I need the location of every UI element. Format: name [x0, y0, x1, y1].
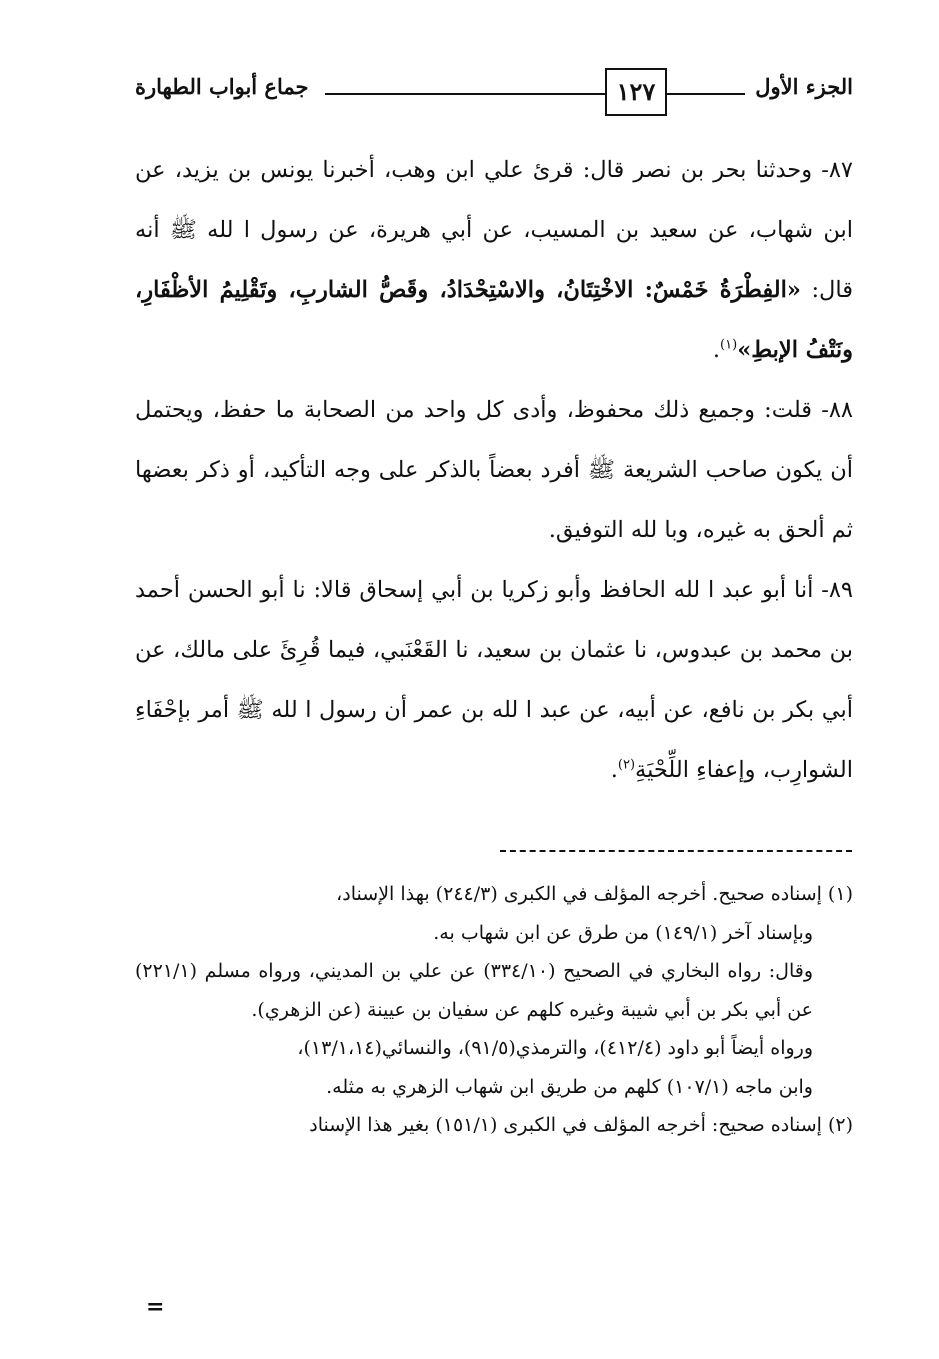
footnotes: [135, 875, 853, 1145]
footnote-1-line-2: وبإسناد آخر (١٤٩/١) من طرق عن ابن شهاب به.: [433, 921, 813, 944]
main-text: [135, 140, 853, 800]
header-rule-left: [325, 93, 605, 95]
page-header: [135, 62, 853, 122]
paragraph-88: ٨٨- قلت: وجميع ذلك محفوظ، وأدى كل واحد من الصحابة ما حفظ، ويحتمل أن يكون صاحب الشريعة ﷺ أفرد بعضاً بالذكر على وجه التأكيد، أو ذكر بعضها ثم ألحق به غيره، وبا لله التوفيق.: [135, 397, 853, 543]
paragraph-89: [135, 560, 853, 800]
page-number: ١٢٧: [605, 68, 667, 116]
footnote-1-line-1: (١) إسناده صحيح. أخرجه المؤلف في الكبرى (٢٤٤/٣) بهذا الإسناد،: [336, 883, 853, 905]
footnote-separator: [500, 850, 852, 852]
footnote-2-line-1: (٢) إسناده صحيح: أخرجه المؤلف في الكبرى (١٥١/١) بغير هذا الإسناد: [309, 1114, 853, 1136]
footnote-1-line-4: ورواه أيضاً أبو داود (٤١٢/٤)، والترمذي(٩١/٥)، والنسائي(١٣/١،١٤)،: [297, 1037, 813, 1059]
paragraph-87: [135, 140, 853, 380]
footnote-1-line-5: وابن ماجه (١٠٧/١) كلهم من طريق ابن شهاب الزهري به مثله.: [326, 1075, 813, 1098]
section-title: جماع أبواب الطهارة: [135, 74, 309, 99]
footnote-ref-1: (١): [720, 337, 738, 353]
paragraph-89-end: .: [610, 757, 618, 783]
paragraph-89-text: ٨٩- أنا أبو عبد ا لله الحافظ وأبو زكريا بن أبي إسحاق قالا: نا أبو الحسن أحمد بن محمد بن عبدوس، نا عثمان بن سعيد، نا القَعْنَبي، فيما قُرِئَ على مالك، عن أبي بكر بن نافع، عن أبيه، عن عبد ا لله بن عمر أن رسول ا لله ﷺ أمر بإحْفَاءِ الشوارِب، وإعفاءِ اللِّحْيَةِ: [135, 577, 853, 783]
paragraph-87-intro: ٨٧- وحدثنا بحر بن نصر قال: قرئ علي ابن وهب، أخبرنا يونس بن يزيد، عن ابن شهاب، عن سعيد بن المسيب، عن أبي هريرة، عن رسول ا لله ﷺ أنه قال:: [135, 157, 853, 303]
volume-title: الجزء الأول: [755, 74, 853, 99]
header-rule-right: [667, 93, 745, 95]
hadith-quote: «الفِطْرَةُ خَمْسٌ: الاخْتِتَانُ، والاسْتِحْدَادُ، وقَصُّ الشاربِ، وتَقْلِيمُ الأظْفَارِ، ونَتْفُ الإبطِ»: [135, 277, 853, 363]
paragraph-87-end: .: [712, 337, 721, 363]
continuation-mark: =: [146, 1294, 165, 1320]
footnote-ref-2: (٢): [617, 757, 636, 773]
footnote-1-line-3: وقال: رواه البخاري في الصحيح (٣٣٤/١٠) عن علي بن المديني، ورواه مسلم (٢٢١/١) عن أبي بكر بن أبي شيبة وغيره كلهم عن سفيان بن عيينة (عن الزهري).: [135, 960, 813, 1021]
